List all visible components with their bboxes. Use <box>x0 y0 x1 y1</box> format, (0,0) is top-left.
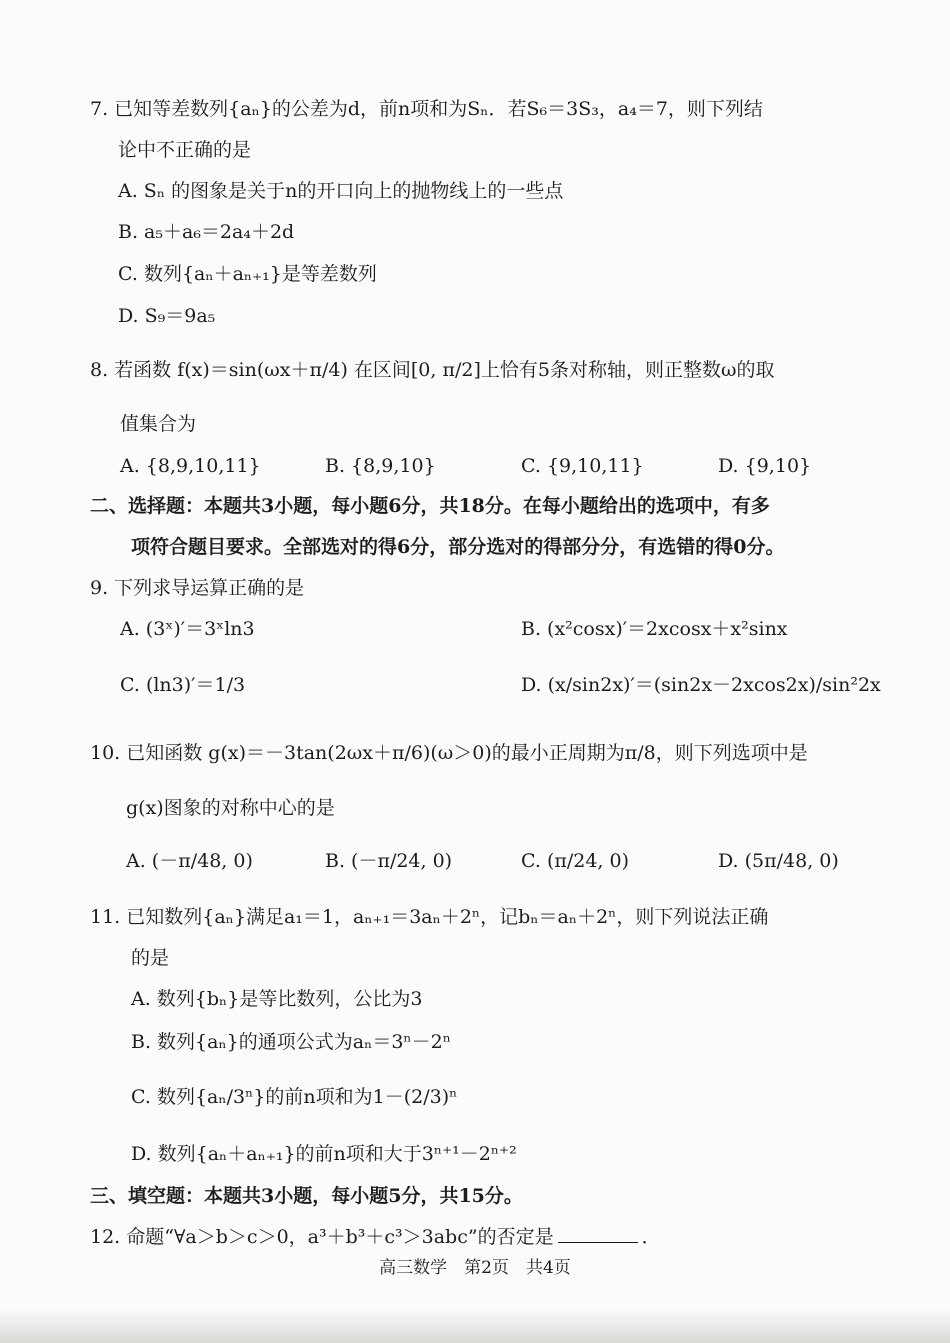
q11-option-d: D. 数列{aₙ＋aₙ₊₁}的前n项和大于3ⁿ⁺¹－2ⁿ⁺² <box>131 1143 517 1165</box>
q11-option-b: B. 数列{aₙ}的通项公式为aₙ＝3ⁿ－2ⁿ <box>131 1031 451 1053</box>
q11-stem-line1: 11. 已知数列{aₙ}满足a₁＝1，aₙ₊₁＝3aₙ＋2ⁿ，记bₙ＝aₙ＋2ⁿ，则下列说法正确 <box>90 906 769 928</box>
q9-option-d: D. (x/sin2x)′＝(sin2x－2xcos2x)/sin²2x <box>521 674 881 696</box>
section3-heading: 三、填空题：本题共3小题，每小题5分，共15分。 <box>90 1185 523 1207</box>
q12-answer-blank[interactable] <box>558 1224 638 1243</box>
q8-stem-line2: 值集合为 <box>120 413 197 435</box>
q8-option-c: C. {9,10,11} <box>521 455 644 477</box>
q10-option-c: C. (π/24, 0) <box>521 850 629 872</box>
q9-option-b: B. (x²cosx)′＝2xcosx＋x²sinx <box>521 618 788 640</box>
page-footer: 高三数学 第2页 共4页 <box>379 1258 571 1278</box>
q7-option-b: B. a₅＋a₆＝2a₄＋2d <box>118 221 295 243</box>
q8-option-d: D. {9,10} <box>718 455 812 477</box>
q12-stem-end: ． <box>641 1226 661 1248</box>
q9-option-a: A. (3ˣ)′＝3ˣln3 <box>120 618 255 640</box>
q7-option-a: A. Sₙ 的图象是关于n的开口向上的抛物线上的一些点 <box>118 180 564 202</box>
q11-stem-line2: 的是 <box>131 947 170 969</box>
q10-option-b: B. (－π/24, 0) <box>325 850 453 872</box>
q11-option-c: C. 数列{aₙ/3ⁿ}的前n项和为1－(2/3)ⁿ <box>131 1086 458 1108</box>
section2-heading-line2: 项符合题目要求。全部选对的得6分，部分选对的得部分分，有选错的得0分。 <box>131 536 785 558</box>
q8-stem-line1: 8. 若函数 f(x)＝sin(ωx＋π/4) 在区间[0, π/2]上恰有5条对称轴，则正整数ω的取 <box>90 359 775 381</box>
q9-stem: 9. 下列求导运算正确的是 <box>90 577 305 599</box>
q12-stem-text: 12. 命题“∀a＞b＞c＞0，a³＋b³＋c³＞3abc”的否定是 <box>90 1226 554 1248</box>
q8-option-b: B. {8,9,10} <box>325 455 436 477</box>
q10-option-a: A. (－π/48, 0) <box>126 850 253 872</box>
q10-stem-line2: g(x)图象的对称中心的是 <box>126 797 335 819</box>
q8-option-a: A. {8,9,10,11} <box>120 455 261 477</box>
q7-option-d: D. S₉＝9a₅ <box>118 305 216 327</box>
q7-stem-line1: 7. 已知等差数列{aₙ}的公差为d，前n项和为Sₙ．若S₆＝3S₃，a₄＝7，则下列结 <box>90 98 763 120</box>
q7-stem-line2: 论中不正确的是 <box>118 139 252 161</box>
section2-heading-line1: 二、选择题：本题共3小题，每小题6分，共18分。在每小题给出的选项中，有多 <box>90 495 770 517</box>
q10-option-d: D. (5π/48, 0) <box>718 850 839 872</box>
page-bottom-shadow <box>0 1309 950 1343</box>
q12-stem <box>90 1224 661 1249</box>
q11-option-a: A. 数列{bₙ}是等比数列，公比为3 <box>131 988 423 1010</box>
q7-option-c: C. 数列{aₙ＋aₙ₊₁}是等差数列 <box>118 263 377 285</box>
q9-option-c: C. (ln3)′＝1/3 <box>120 674 246 696</box>
q10-stem-line1: 10. 已知函数 g(x)＝－3tan(2ωx＋π/6)(ω＞0)的最小正周期为π/8，则下列选项中是 <box>90 742 808 764</box>
